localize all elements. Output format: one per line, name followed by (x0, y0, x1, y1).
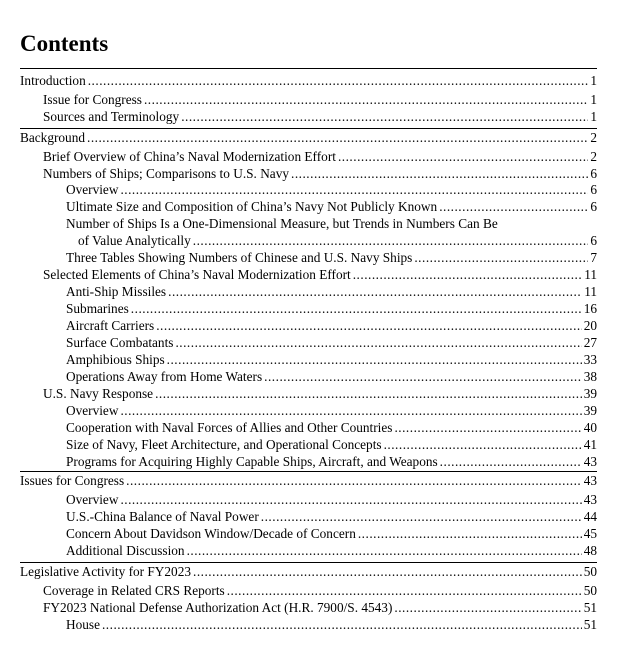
toc-entry-label: Programs for Acquiring Highly Capable Ships, Aircraft, and Weapons (66, 454, 438, 469)
toc-entry-page: 7 (590, 250, 597, 265)
toc-entry-page: 44 (583, 509, 597, 524)
dot-leader (193, 233, 589, 249)
toc-entry-label: FY2023 National Defense Authorization Act (H.R. 7900/S. 4543) (43, 600, 393, 615)
dot-leader (120, 182, 588, 198)
toc-entry-page: 1 (590, 109, 597, 124)
toc-entry-label: Introduction (20, 73, 86, 88)
toc-entry-page: 51 (583, 600, 597, 615)
toc-entry-label: U.S.-China Balance of Naval Power (66, 509, 259, 524)
toc-entry-legislative-activity[interactable] (20, 564, 597, 580)
toc-entry-page: 39 (583, 403, 597, 418)
toc-entry-page: 45 (583, 526, 597, 541)
toc-entry-selected-elements[interactable] (43, 267, 597, 283)
section-divider (20, 562, 597, 563)
toc-entry-label: Legislative Activity for FY2023 (20, 564, 191, 579)
toc-entry-number-of-ships-line1[interactable]: Number of Ships Is a One-Dimensional Measure, but Trends in Numbers Can Be (66, 216, 498, 231)
toc-entry-page: 6 (590, 166, 597, 181)
toc-entry-overview-3[interactable] (66, 492, 597, 508)
toc-entry-page: 33 (583, 352, 597, 367)
toc-entry-fy2023-ndaa[interactable] (43, 600, 597, 616)
toc-entry-page: 50 (583, 564, 597, 579)
toc-entry-number-of-ships-line2[interactable] (78, 233, 597, 249)
dot-leader (181, 109, 588, 125)
toc-entry-page: 39 (583, 386, 597, 401)
toc-entry-label: Anti-Ship Missiles (66, 284, 167, 299)
toc-entry-label: Size of Navy, Fleet Architecture, and Operational Concepts (66, 437, 382, 452)
dot-leader (353, 267, 582, 283)
toc-entry-label: House (66, 617, 100, 632)
dot-leader (155, 386, 582, 402)
toc-entry-label: Amphibious Ships (66, 352, 165, 367)
dot-leader (358, 526, 582, 542)
toc-entry-label: Overview (66, 492, 119, 507)
toc-entry-label: U.S. Navy Response (43, 386, 154, 401)
toc-entry-page: 16 (583, 301, 597, 316)
toc-entry-page: 11 (584, 267, 597, 282)
dot-leader (439, 199, 588, 215)
toc-entry-page: 43 (583, 492, 597, 507)
dot-leader (394, 420, 581, 436)
dot-leader (126, 473, 582, 489)
toc-entry-page: 43 (583, 473, 597, 488)
toc-entry-numbers-of-ships[interactable] (43, 166, 597, 182)
toc-entry-label: Overview (66, 403, 119, 418)
dot-leader (120, 403, 581, 419)
toc-entry-label: Aircraft Carriers (66, 318, 155, 333)
toc-entry-issue-for-congress[interactable] (43, 92, 597, 108)
dot-leader (168, 284, 582, 300)
toc-entry-label: Operations Away from Home Waters (66, 369, 263, 384)
toc-entry-label: Issue for Congress (43, 92, 142, 107)
toc-entry-label: Selected Elements of China’s Naval Modernization Effort (43, 267, 351, 282)
toc-entry-label: Issues for Congress (20, 473, 125, 488)
toc-entry-page: 6 (590, 182, 597, 197)
toc-entry-programs[interactable] (66, 454, 597, 470)
dot-leader (187, 543, 582, 559)
toc-entry-label: Overview (66, 182, 119, 197)
toc-entry-balance-of-naval-power[interactable] (66, 509, 597, 525)
toc-entry-label: Three Tables Showing Numbers of Chinese and U.S. Navy Ships (66, 250, 413, 265)
toc-entry-page: 11 (584, 284, 597, 299)
toc-entry-house[interactable] (66, 617, 597, 633)
toc-entry-issues-for-congress[interactable] (20, 473, 597, 489)
toc-entry-overview-1[interactable] (66, 182, 597, 198)
toc-entry-surface-combatants[interactable] (66, 335, 597, 351)
toc-entry-page: 40 (583, 420, 597, 435)
toc-entry-label: of Value Analytically (78, 233, 191, 248)
toc-entry-page: 48 (583, 543, 597, 558)
toc-entry-us-navy-response[interactable] (43, 386, 597, 402)
page-title: Contents (20, 31, 109, 56)
dot-leader (384, 437, 582, 453)
toc-entry-page: 6 (590, 233, 597, 248)
toc-entry-page: 1 (590, 92, 597, 107)
toc-entry-anti-ship-missiles[interactable] (66, 284, 597, 300)
toc-entry-label: Sources and Terminology (43, 109, 180, 124)
toc-entry-page: 20 (583, 318, 597, 333)
dot-leader (156, 318, 581, 334)
dot-leader (227, 583, 582, 599)
toc-entry-ultimate-size[interactable] (66, 199, 597, 215)
toc-entry-label: Ultimate Size and Composition of China’s Navy Not Publicly Known (66, 199, 438, 214)
toc-entry-page: 41 (583, 437, 597, 452)
toc-entry-page: 6 (590, 199, 597, 214)
toc-entry-amphibious-ships[interactable] (66, 352, 597, 368)
dot-leader (291, 166, 588, 182)
toc-entry-label: Brief Overview of China’s Naval Modernization Effort (43, 149, 336, 164)
dot-leader (394, 600, 581, 616)
toc-entry-label: Numbers of Ships; Comparisons to U.S. Navy (43, 166, 289, 181)
toc-entry-background[interactable] (20, 130, 597, 146)
toc-entry-label: Background (20, 130, 85, 145)
toc-entry-davidson-window[interactable] (66, 526, 597, 542)
section-divider (20, 471, 597, 472)
dot-leader (167, 352, 582, 368)
toc-entry-page: 1 (590, 73, 597, 88)
toc-entry-page: 38 (583, 369, 597, 384)
toc-entry-aircraft-carriers[interactable] (66, 318, 597, 334)
toc-entry-operations-away[interactable] (66, 369, 597, 385)
toc-entry-label: Submarines (66, 301, 129, 316)
toc-entry-label: Surface Combatants (66, 335, 174, 350)
dot-leader (440, 454, 582, 470)
toc-entry-page: 43 (583, 454, 597, 469)
dot-leader (338, 149, 588, 165)
section-divider (20, 128, 597, 129)
toc-entry-page: 27 (583, 335, 597, 350)
toc-entry-page: 2 (590, 130, 597, 145)
toc-entry-submarines[interactable] (66, 301, 597, 317)
dot-leader (193, 564, 582, 580)
toc-entry-sources-and-terminology[interactable] (43, 109, 597, 125)
dot-leader (88, 73, 589, 89)
toc-entry-size-of-navy[interactable] (66, 437, 597, 453)
dot-leader (144, 92, 588, 108)
toc-entry-page: 50 (583, 583, 597, 598)
dot-leader (102, 617, 582, 633)
dot-leader (264, 369, 582, 385)
toc-entry-label: Cooperation with Naval Forces of Allies and Other Countries (66, 420, 393, 435)
dot-leader (175, 335, 581, 351)
dot-leader (131, 301, 582, 317)
toc-entry-coverage-crs[interactable] (43, 583, 597, 599)
toc-entry-introduction[interactable] (20, 73, 597, 89)
dot-leader (414, 250, 588, 266)
toc-entry-three-tables[interactable] (66, 250, 597, 266)
toc-entry-label: Concern About Davidson Window/Decade of Concern (66, 526, 356, 541)
dot-leader (261, 509, 582, 525)
toc-entry-cooperation[interactable] (66, 420, 597, 436)
toc-entry-overview-2[interactable] (66, 403, 597, 419)
toc-entry-label: Additional Discussion (66, 543, 185, 558)
dot-leader (87, 130, 588, 146)
toc-entry-page: 51 (583, 617, 597, 632)
toc-entry-brief-overview[interactable] (43, 149, 597, 165)
dot-leader (120, 492, 581, 508)
toc-entry-additional-discussion[interactable] (66, 543, 597, 559)
toc-entry-label: Coverage in Related CRS Reports (43, 583, 225, 598)
toc-entry-page: 2 (590, 149, 597, 164)
